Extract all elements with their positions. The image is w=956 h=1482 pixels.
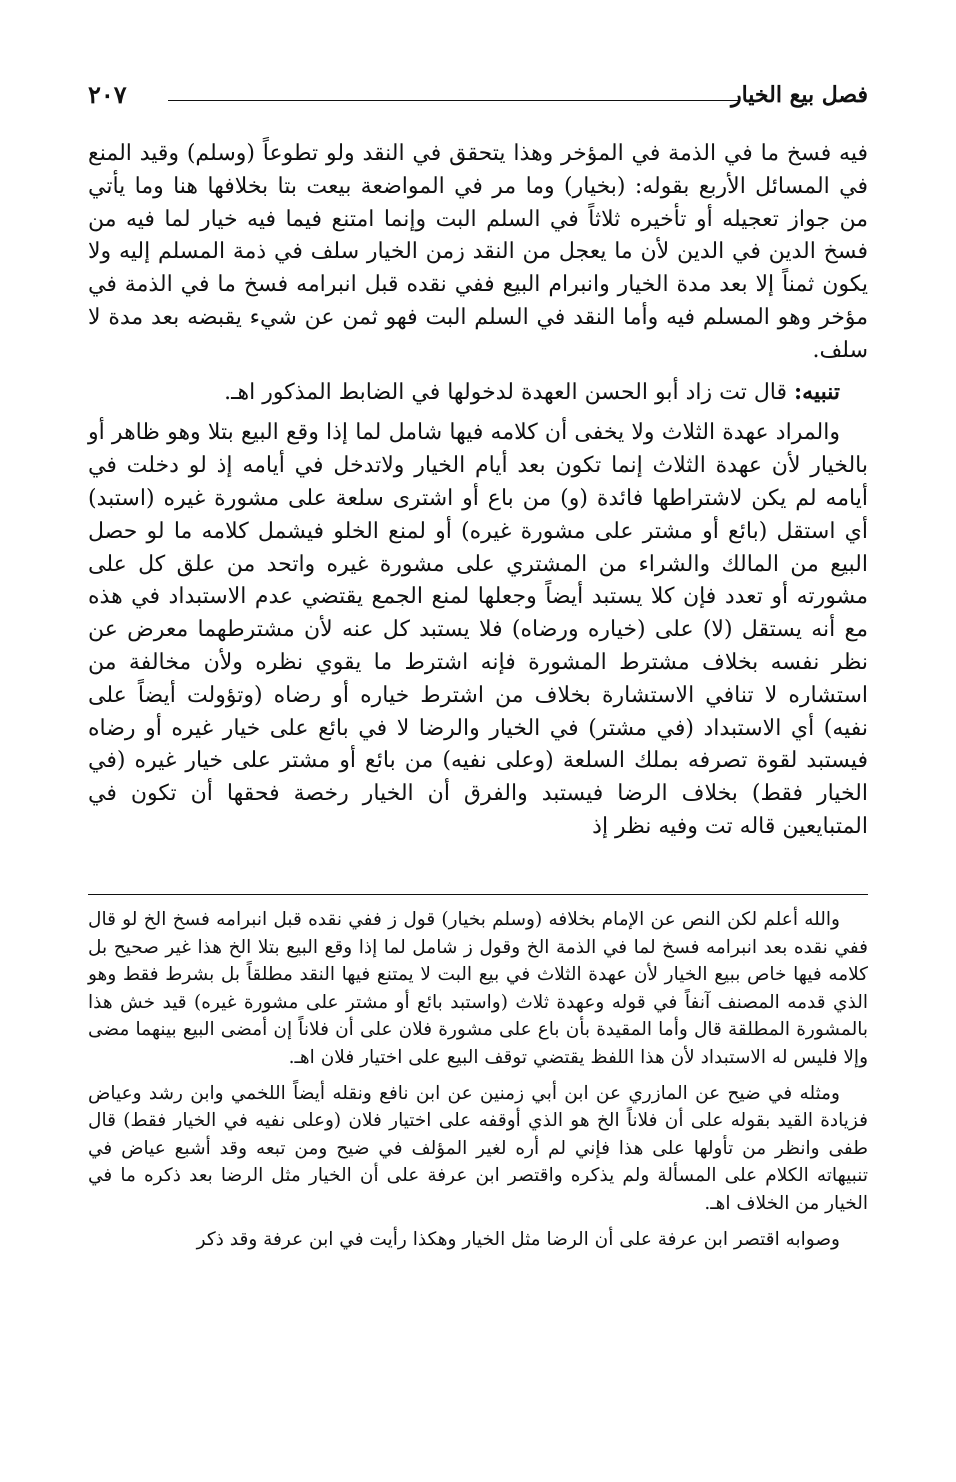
main-paragraph-note <box>88 376 868 410</box>
chapter-title: فصل بيع الخيار <box>730 82 868 108</box>
running-header <box>88 78 868 114</box>
header-rule <box>168 100 740 101</box>
footnotes <box>88 906 868 1261</box>
footnote-paragraph: والله أعلم لكن النص عن الإمام بخلافه (وسلم بخيار) قول ز ففي نقده قبل انبرامه فسخ الخ لو قال ففي نقده بعد انبرامه فسخ لما في الذمة الخ وقول ز شامل لما إذا وقع البيع بتلا الخ هذا غير صحيح بل كلامه فيها خاص ببيع الخيار لأن عهدة الثلاث في بيع البت لا يمتنع فيها النقد مطلقاً بل بشرط فقط وهو الذي قدمه المصنف آنفاً في قوله وعهدة ثلاث (واستبد بائع أو مشتر على مشورة غيره) قيد خش هذا بالمشورة المطلقة قال وأما المقيدة بأن باع على مشورة فلان على أن فلاناً إن أمضى البيع بينهما مضى وإلا فليس له الاستبداد لأن هذا اللفظ يقتضي توقف البيع على اختيار فلان اهـ. <box>88 909 868 1068</box>
main-text <box>88 138 868 852</box>
footnote-paragraph: ومثله في ضيح عن المازري عن ابن أبي زمنين عن ابن نافع ونقله أيضاً اللخمي وابن رشد وعياض فزيادة القيد بقوله على أن فلاناً الخ هو الذي أوقفه على اختيار فلان (وعلى نفيه في الخيار فقط) قال طفى وانظر من تأولها على هذا فإني لم أره لغير المؤلف في ضيح ومن تبعه وقد أشبع عياض في تنبيهاته الكلام على المسألة ولم يذكره واقتصر ابن عرفة على أن الخيار مثل الرضا بعد ذكره ما في الخيار من الخلاف اهـ. <box>88 1082 868 1214</box>
footnote-paragraph: وصوابه اقتصر ابن عرفة على أن الرضا مثل الخيار وهكذا رأيت في ابن عرفة وقد ذكر <box>196 1228 840 1250</box>
note-text: قال تت زاد أبو الحسن العهدة لدخولها في الضابط المذكور اهـ. <box>224 379 788 405</box>
main-paragraph: والمراد عهدة الثلاث ولا يخفى أن كلامه فيها شامل لما إذا وقع البيع بتلا وهو ظاهر أو بالخيار لأن عهدة الثلاث إنما تكون بعد أيام الخيار ولاتدخل في أيامه إذ لو دخلت في أيامه لم يكن لاشتراطها فائدة (و) من باع أو اشترى سلعة على مشورة غيره (استبد) أي استقل (بائع أو مشتر على مشورة غيره) أو لمنع الخلو فيشمل كلامه ما لو حصل البيع من المالك والشراء من المشتري على مشورة غيره واتحد من علق كل على مشورته أو تعدد فإن كلا يستبد أيضاً وجعلها لمنع الجمع يقتضي عدم الاستبداد في هذه مع أنه يستقل (لا) على (خياره ورضاه) فلا يستبد كل عنه لأن مشترطهما معرض عن نظر نفسه بخلاف مشترط المشورة فإنه اشترط ما يقوي نظره ولأن مخالفة من استشاره لا تنافي الاستشارة بخلاف من اشترط خياره أو رضاه (وتؤولت أيضاً على نفيه) أي الاستبداد (في مشتر) في الخيار والرضا لا في بائع على خيار غيره أو رضاه فيستبد لقوة تصرفه بملك السلعة (وعلى نفيه) من بائع أو مشتر على خيار غيره (في الخيار فقط) بخلاف الرضا فيستبد والفرق أن الخيار رخصة فحقها أن تكون في المتبايعين قاله تت وفيه نظر إذ <box>88 420 868 839</box>
footnote-divider <box>88 894 868 895</box>
main-paragraph: فيه فسخ ما في الذمة في المؤخر وهذا يتحقق في النقد ولو تطوعاً (وسلم) وقيد المنع في المسائل الأربع بقوله: (بخيار) وما مر في المواضعة بيعت بتا بخلافها هنا وما يأتي من جواز تعجيله أو تأخيره ثلاثاً في السلم البت وإنما امتنع فيما فيه خيار لما فيه من فسخ الدين في الدين لأن ما يعجل من النقد زمن الخيار سلف في ذمة المسلم إليه ولا يكون ثمناً إلا بعد مدة الخيار وانبرام البيع ففي نقده قبل انبرامه فسخ ما في الذمة في مؤخر وهو المسلم فيه وأما النقد في السلم البت فهو ثمن عن شيء يقبضه بعد مدة لا سلف. <box>88 141 868 363</box>
note-label: تنبيه: <box>794 378 840 405</box>
page-number: ٢٠٧ <box>88 80 127 109</box>
